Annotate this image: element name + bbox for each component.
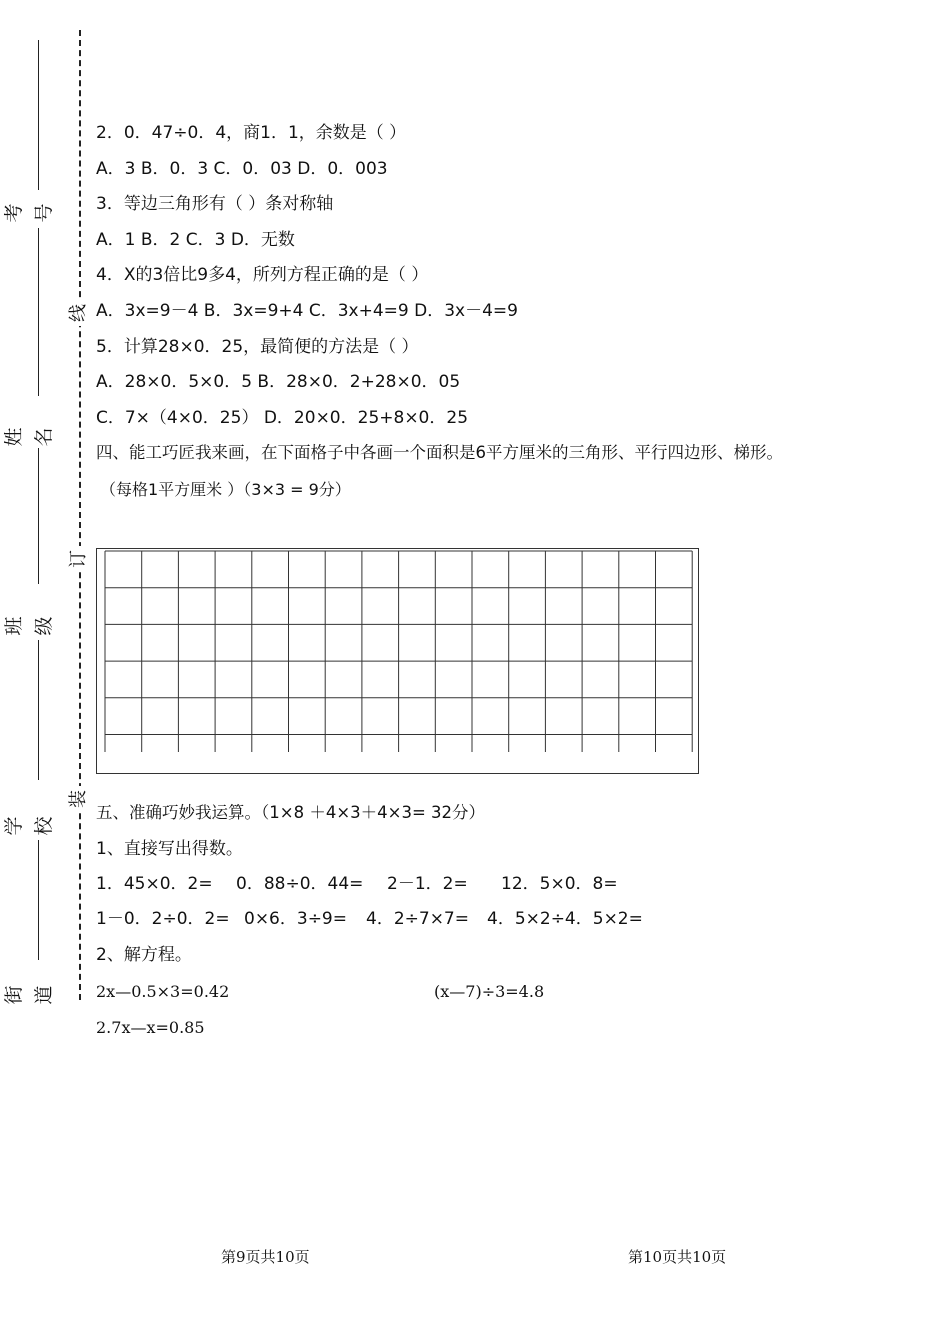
calc-row2-item1: 1－0．2÷0．2= bbox=[96, 909, 230, 929]
equation-1: 2x—0.5×3=0.42 bbox=[96, 982, 230, 1001]
calc-row2-item3: 4．2÷7×7= bbox=[366, 909, 469, 929]
question-2: 2．0．47÷0．4，商1．1，余数是（ ） bbox=[96, 123, 407, 143]
question-3-options: A．1 B．2 C．3 D．无数 bbox=[96, 230, 295, 250]
binding-rule bbox=[38, 228, 39, 396]
name-label: 姓名 bbox=[3, 427, 55, 447]
question-3: 3．等边三角形有（ ）条对称轴 bbox=[96, 194, 334, 214]
binding-rule bbox=[38, 640, 39, 780]
cut-line bbox=[79, 30, 81, 1000]
section-5-part2-title: 2、解方程。 bbox=[96, 945, 192, 965]
page-number-left: 第9页共10页 bbox=[221, 1248, 310, 1266]
cut-mark-bind: 装 bbox=[66, 786, 92, 812]
section-4-note: （每格1平方厘米 ）（3×3 = 9分） bbox=[100, 480, 351, 499]
school-label: 学校 bbox=[3, 816, 55, 836]
question-4: 4．X的3倍比9多4，所列方程正确的是（ ） bbox=[96, 265, 429, 285]
question-4-options: A．3x=9－4 B．3x=9+4 C．3x+4=9 D．3x－4=9 bbox=[96, 301, 518, 321]
calc-row2-item4: 4．5×2÷4．5×2= bbox=[487, 909, 643, 929]
cut-mark-line: 线 bbox=[66, 300, 92, 326]
calc-row1-item3: 2－1．2= bbox=[387, 874, 468, 894]
question-5-options-1: A．28×0．5×0．5 B．28×0．2+28×0．05 bbox=[96, 372, 461, 392]
section-4-title: 四、能工巧匠我来画，在下面格子中各画一个面积是6平方厘米的三角形、平行四边形、梯形。 bbox=[96, 443, 783, 462]
class-label: 班级 bbox=[3, 616, 55, 636]
binding-rule bbox=[38, 40, 39, 190]
calc-row1-item1: 1．45×0．2= bbox=[96, 874, 213, 894]
question-2-options: A．3 B．0．3 C．0．03 D．0．003 bbox=[96, 159, 388, 179]
calc-row1-item4: 12．5×0．8= bbox=[501, 874, 618, 894]
question-5: 5．计算28×0．25，最简便的方法是（ ） bbox=[96, 337, 419, 357]
equation-2: (x—7)÷3=4.8 bbox=[434, 982, 545, 1001]
binding-rule bbox=[38, 448, 39, 584]
page-number-right: 第10页共10页 bbox=[628, 1248, 727, 1266]
section-5-part1-title: 1、直接写出得数。 bbox=[96, 839, 243, 859]
calc-row1-item2: 0．88÷0．44= bbox=[236, 874, 364, 894]
question-5-options-2: C．7×（4×0．25） D．20×0．25+8×0．25 bbox=[96, 408, 469, 428]
section-5-title: 五、准确巧妙我运算。（1×8 ＋4×3＋4×3= 32分） bbox=[96, 803, 486, 822]
equation-3: 2.7x—x=0.85 bbox=[96, 1018, 205, 1037]
street-label: 街道 bbox=[3, 985, 55, 1005]
calc-row2-item2: 0×6．3÷9= bbox=[244, 909, 347, 929]
binding-rule bbox=[38, 840, 39, 960]
drawing-grid[interactable] bbox=[104, 550, 694, 752]
cut-mark-staple: 订 bbox=[66, 546, 92, 572]
exam-number-label: 考号 bbox=[3, 203, 55, 223]
